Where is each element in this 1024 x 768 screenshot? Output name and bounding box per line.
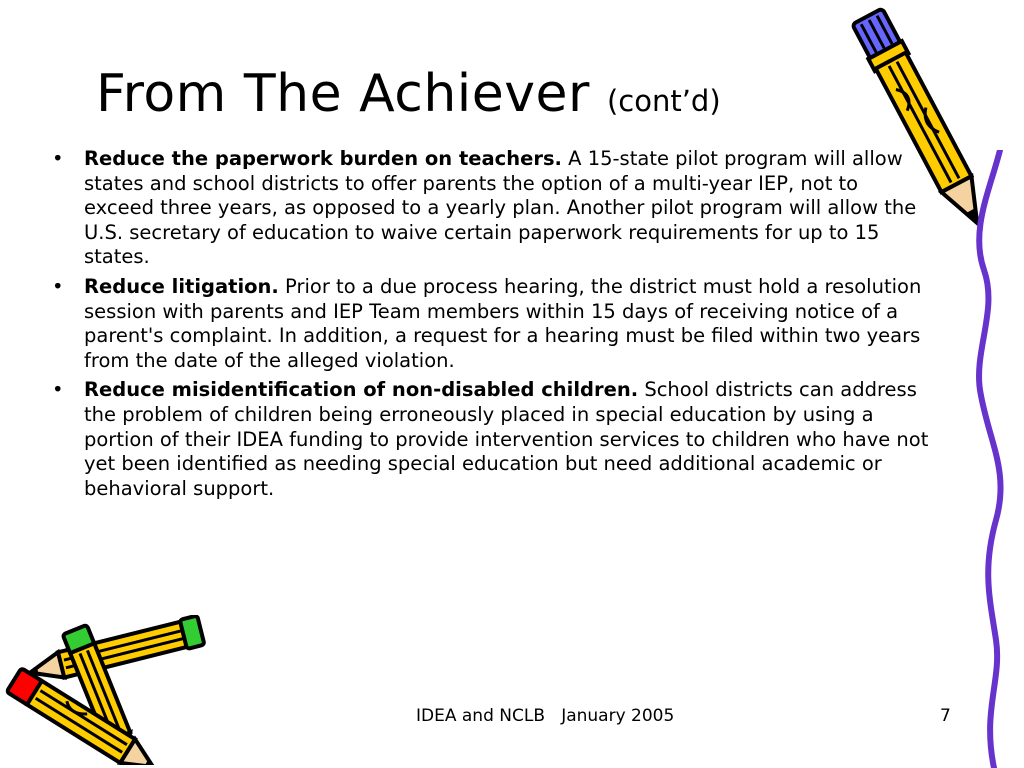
bullet-item xyxy=(52,147,930,270)
slide-title-main: From The Achiever xyxy=(96,64,590,124)
bullet-text: A 15-state pilot program will allow states and school districts to offer parents the option of a multi-year IEP, not to exceed three years, as opposed to a yearly plan. Another pilot program will allow the U.S. secretary of education to waive certain paperwork requirements for up to 15 states. xyxy=(84,147,917,269)
bullet-list xyxy=(52,147,930,506)
pencil-icon xyxy=(0,615,210,765)
page-number: 7 xyxy=(940,706,951,726)
slide-title xyxy=(96,62,721,133)
footer-text: IDEA and NCLB January 2005 xyxy=(416,706,675,726)
bullet-lead: Reduce the paperwork burden on teachers. xyxy=(84,147,562,170)
bullet-item xyxy=(52,378,930,501)
slide-title-suffix: (cont’d) xyxy=(606,84,721,118)
squiggle-line-icon xyxy=(960,150,1024,768)
bullet-text: School districts can address the problem of children being erroneously placed in special education by using a portion of their IDEA funding to provide intervention services to children who have not yet been identified as needing special education but need additional academic or behavioral support. xyxy=(84,378,929,500)
bullet-item xyxy=(52,275,930,373)
bullet-marker: • xyxy=(52,378,64,402)
bullet-marker: • xyxy=(52,274,64,298)
bullet-lead: Reduce misidentification of non-disabled children. xyxy=(84,378,639,402)
bullet-text: Prior to a due process hearing, the district must hold a resolution session with parents and IEP Team members within 15 days of receiving notice of a parent's complaint. In addition, a request for a hearing must be filed within two years from the date of the alleged violation. xyxy=(84,274,922,372)
bullet-marker: • xyxy=(52,147,64,170)
bullet-lead: Reduce litigation. xyxy=(84,274,279,298)
